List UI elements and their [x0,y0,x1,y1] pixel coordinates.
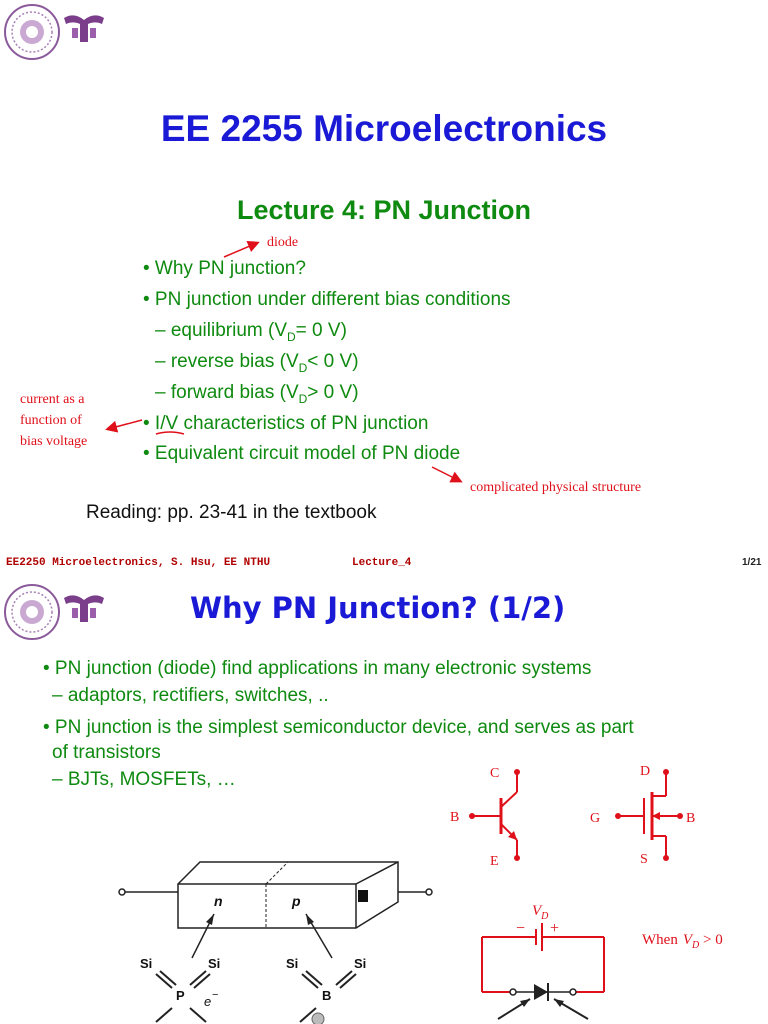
bullet-equivalent-circuit: • Equivalent circuit model of PN diode [143,443,461,464]
bias-circuit [470,895,768,1024]
course-title: EE 2255 Microelectronics [160,108,608,149]
circuit-minus: − [516,920,526,937]
block-label-p: p [292,893,301,909]
bjt-symbol [440,758,550,873]
annotation-current-line2: function of [20,413,82,428]
bullet-reverse-bias: – reverse bias ($V_D< 0$ V) [155,351,359,375]
footer-lecture: Lecture_4 [352,557,412,569]
circuit-vd-label: $V_D$ [532,903,549,922]
bullet-iv-characteristics: • I/V characteristics of PN junction [143,413,429,434]
bullet-equilibrium: – equilibrium ($V_D= 0$ V) [155,320,347,344]
mosfet-symbol [580,756,710,871]
lattice-dopant-b: B [322,988,332,1003]
university-emblem-icon [62,590,106,626]
circuit-condition: When $V_D > 0$ [642,932,723,951]
university-seal-icon [3,583,61,641]
page-number: 1/21 [742,557,762,568]
mosfet-label-g: G [590,811,601,826]
lattice-si-label: Si [354,956,367,971]
bullet-why-pn: • Why PN junction? [143,258,306,279]
mosfet-label-b: B [686,811,696,826]
annotation-diode: diode [267,235,299,250]
bullet-simplest-device-cont: of transistors [52,742,161,763]
bullet-simplest-device: • PN junction is the simplest semiconductor device, and serves as part [43,717,634,738]
lattice-si-label: Si [140,956,153,971]
reading-assignment: Reading: pp. 23-41 in the textbook [86,502,377,523]
annotation-current-line1: current as a [20,392,85,407]
footer-course: EE2250 Microelectronics, S. Hsu, EE NTHU [6,557,271,569]
bullet-forward-bias: – forward bias ($V_D> 0$ V) [155,382,359,406]
lattice-electron: e [204,994,212,1009]
annotation-complicated: complicated physical structure [470,480,642,495]
lattice-dopant-p: P [176,988,185,1003]
block-label-n: n [214,893,223,909]
bjt-label-b: B [450,810,460,825]
lattice-si-label: Si [286,956,299,971]
annotation-current-line3: bias voltage [20,434,88,449]
bullet-applications: • PN junction (diode) find applications in many electronic systems [43,658,592,679]
mosfet-label-d: D [640,764,651,779]
sub-bullet-applications: – adaptors, rectifiers, switches, .. [52,685,329,706]
bjt-label-e: E [490,854,499,869]
pn-junction-diagram [110,858,440,1024]
mosfet-label-s: S [640,852,648,867]
lattice-electron-minus: − [212,989,219,1001]
lattice-si-label: Si [208,956,221,971]
slide-title: Why PN Junction? (1/2) [190,591,566,625]
circuit-plus: + [550,920,560,937]
sub-bullet-transistors: – BJTs, MOSFETs, … [52,769,236,790]
lecture-title: Lecture 4: PN Junction [236,195,532,225]
annotation-arrows [0,0,768,500]
bjt-label-c: C [490,766,500,781]
bullet-bias-conditions: • PN junction under different bias conditions [143,289,511,310]
